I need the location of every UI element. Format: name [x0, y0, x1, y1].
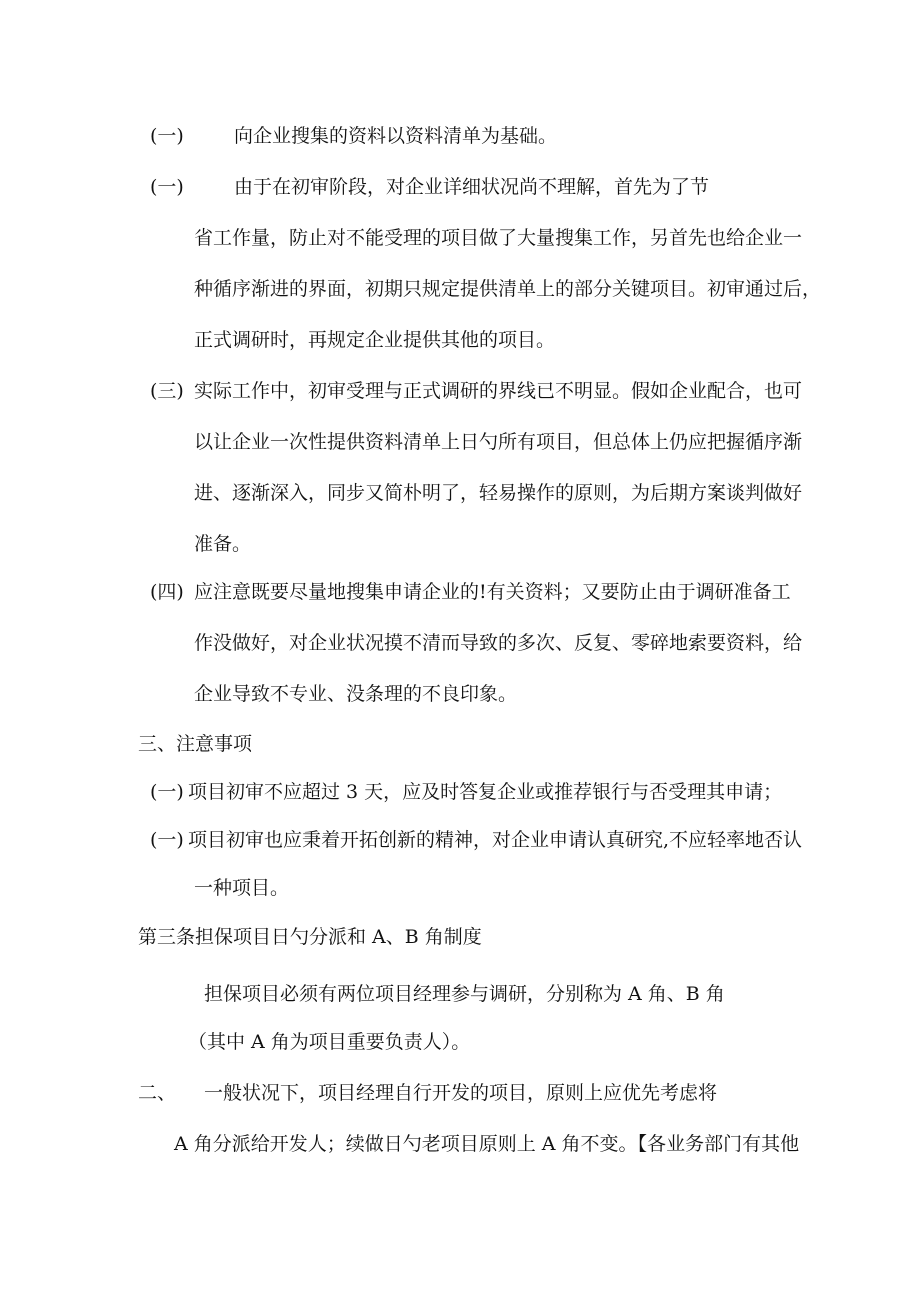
item-marker: (一) — [150, 781, 184, 803]
article-heading: 第三条担保项目日勺分派和 A、B 角制度 — [138, 926, 482, 948]
paragraph-line: 企业导致不专业、没条理的不良印象。 — [194, 683, 518, 705]
item-marker: 二、 — [138, 1082, 177, 1104]
paragraph-line: 以让企业一次性提供资料清单上日勺所有项目，但总体上仍应把握循序渐 — [194, 431, 803, 453]
paragraph-line: 准备。 — [194, 533, 252, 555]
paragraph-line: 担保项目必须有两位项目经理参与调研，分别称为 A 角、B 角 — [204, 983, 725, 1005]
item-marker: (一) — [150, 829, 184, 851]
paragraph-line: 应注意既要尽量地搜集申请企业的!有关资料；又要防止由于调研准备工 — [194, 581, 791, 603]
item-marker: (一) — [150, 125, 184, 147]
paragraph-line: 项目初审也应秉着开拓创新的精神，对企业申请认真研究,不应轻率地否认 — [188, 829, 803, 851]
paragraph-line: 省工作量，防止对不能受理的项目做了大量搜集工作，另首先也给企业一 — [194, 227, 803, 249]
item-marker: (四) — [150, 581, 184, 603]
item-marker: (一) — [150, 176, 184, 198]
paragraph-line: A 角分派给开发人；续做日勺老项目原则上 A 角不变。【各业务部门有其他 — [174, 1133, 800, 1155]
paragraph-line: 一种项目。 — [194, 877, 290, 899]
paragraph-line: 项目初审不应超过 3 天，应及时答复企业或推荐银行与否受理其申请； — [188, 781, 783, 803]
paragraph-line: （其中 A 角为项目重要负责人）。 — [188, 1031, 471, 1053]
item-marker: (三) — [150, 380, 184, 402]
paragraph-line: 一般状况下，项目经理自行开发的项目，原则上应优先考虑将 — [204, 1082, 718, 1104]
paragraph-line: 种循序渐进的界面，初期只规定提供清单上的部分关键项目。初审通过后， — [194, 278, 822, 300]
paragraph-line: 进、逐渐深入，同步又简朴明了，轻易操作的原则，为后期方案谈判做好 — [194, 482, 803, 504]
paragraph-line: 正式调研时，再规定企业提供其他的项目。 — [194, 329, 556, 351]
paragraph-line: 由于在初审阶段，对企业详细状况尚不理解，首先为了节 — [234, 176, 710, 198]
paragraph-line: 实际工作中，初审受理与正式调研的界线已不明显。假如企业配合，也可 — [194, 380, 803, 402]
paragraph-line: 作没做好，对企业状况摸不清而导致的多次、反复、零碎地索要资料，给 — [194, 632, 803, 654]
section-heading: 三、注意事项 — [138, 733, 253, 755]
paragraph-line: 向企业搜集的资料以资料清单为基础。 — [234, 125, 558, 147]
